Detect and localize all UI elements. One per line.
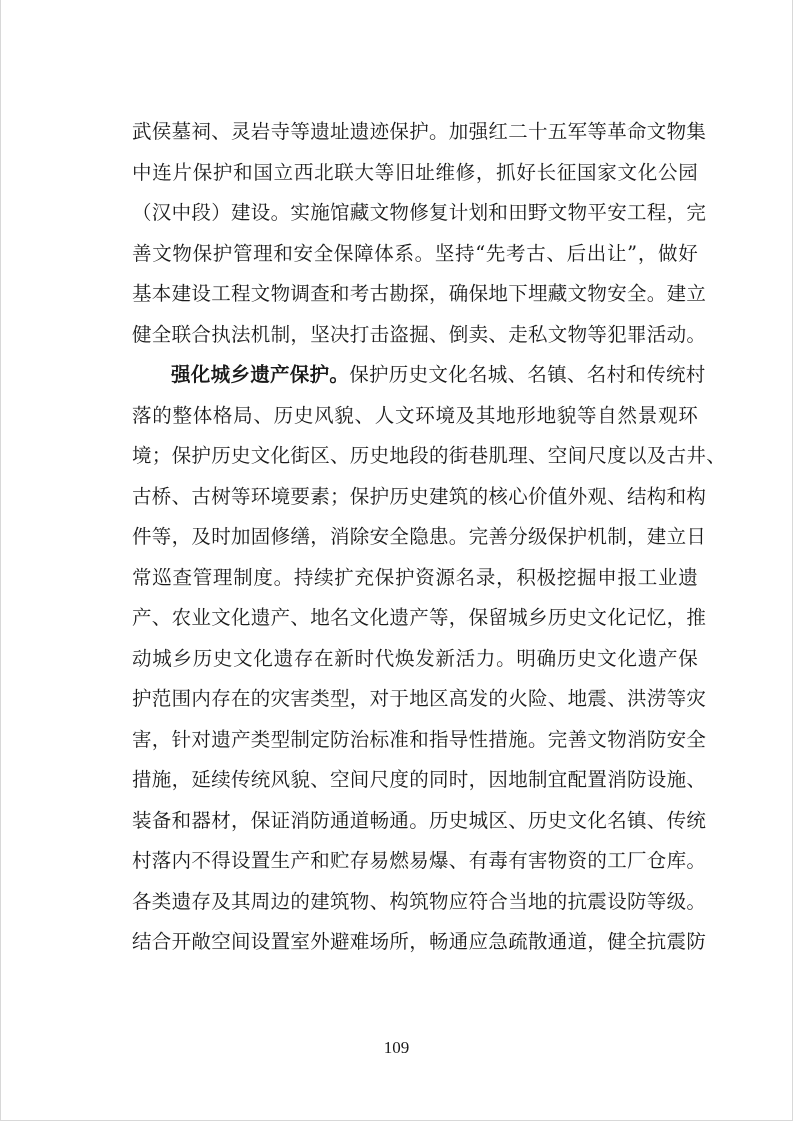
text-line: （汉中段）建设。实施馆藏文物修复计划和田野文物平安工程，完 <box>132 201 707 224</box>
text-line: 装备和器材，保证消防通道畅通。历史城区、历史文化名镇、传统 <box>132 808 707 832</box>
text-line: 落的整体格局、历史风貌、人文环境及其地形地貌等自然景观环 <box>132 403 698 427</box>
text-line: 常巡查管理制度。持续扩充保护资源名录，积极挖掘申报工业遗 <box>132 565 698 589</box>
text-line: 善文物保护管理和安全保障体系。坚持“先考古、后出让”，做好 <box>132 241 698 265</box>
text-line-first <box>132 355 706 396</box>
text-line-rest: 保护历史文化名城、名镇、名村和传统村 <box>349 363 706 386</box>
document-body <box>132 112 727 963</box>
text-line: 措施，延续传统风貌、空间尺度的同时，因地制宜配置消防设施、 <box>132 768 707 791</box>
text-line: 中连片保护和国立西北联大等旧址维修，抓好长征国家文化公园 <box>132 160 698 184</box>
text-line: 各类遗存及其周边的建筑物、构筑物应符合当地的抗震设防等级。 <box>132 889 707 913</box>
text-line: 武侯墓祠、灵岩寺等遗址遗迹保护。加强红二十五军等革命文物集 <box>132 120 707 143</box>
text-line: 产、农业文化遗产、地名文化遗产等，保留城乡历史文化记忆，推 <box>132 606 707 629</box>
text-line: 古桥、古树等环境要素；保护历史建筑的核心价值外观、结构和构 <box>132 484 707 508</box>
text-line: 村落内不得设置生产和贮存易燃易爆、有毒有害物资的工厂仓库。 <box>132 849 707 872</box>
paragraph-urban-rural-heritage <box>132 355 727 963</box>
text-line: 护范围内存在的灾害类型，对于地区高发的火险、地震、洪涝等灾 <box>132 687 707 710</box>
text-line: 境；保护历史文化街区、历史地段的街巷肌理、空间尺度以及古井、 <box>132 444 727 467</box>
paragraph-heritage-sites <box>132 112 707 355</box>
section-lead-heading: 强化城乡遗产保护。 <box>171 363 350 386</box>
text-line: 动城乡历史文化遗存在新时代焕发新活力。明确历史文化遗产保 <box>132 646 698 670</box>
text-line: 健全联合执法机制，坚决打击盗掘、倒卖、走私文物等犯罪活动。 <box>132 322 707 346</box>
text-line: 结合开敞空间设置室外避难场所，畅通应急疏散通道，健全抗震防 <box>132 930 707 953</box>
text-line: 件等，及时加固修缮，消除安全隐患。完善分级保护机制，建立日 <box>132 525 707 548</box>
text-line: 基本建设工程文物调查和考古勘探，确保地下埋藏文物安全。建立 <box>132 282 707 305</box>
text-line: 害，针对遗产类型制定防治标准和指导性措施。完善文物消防安全 <box>132 727 707 751</box>
page-number: 109 <box>383 1038 410 1057</box>
